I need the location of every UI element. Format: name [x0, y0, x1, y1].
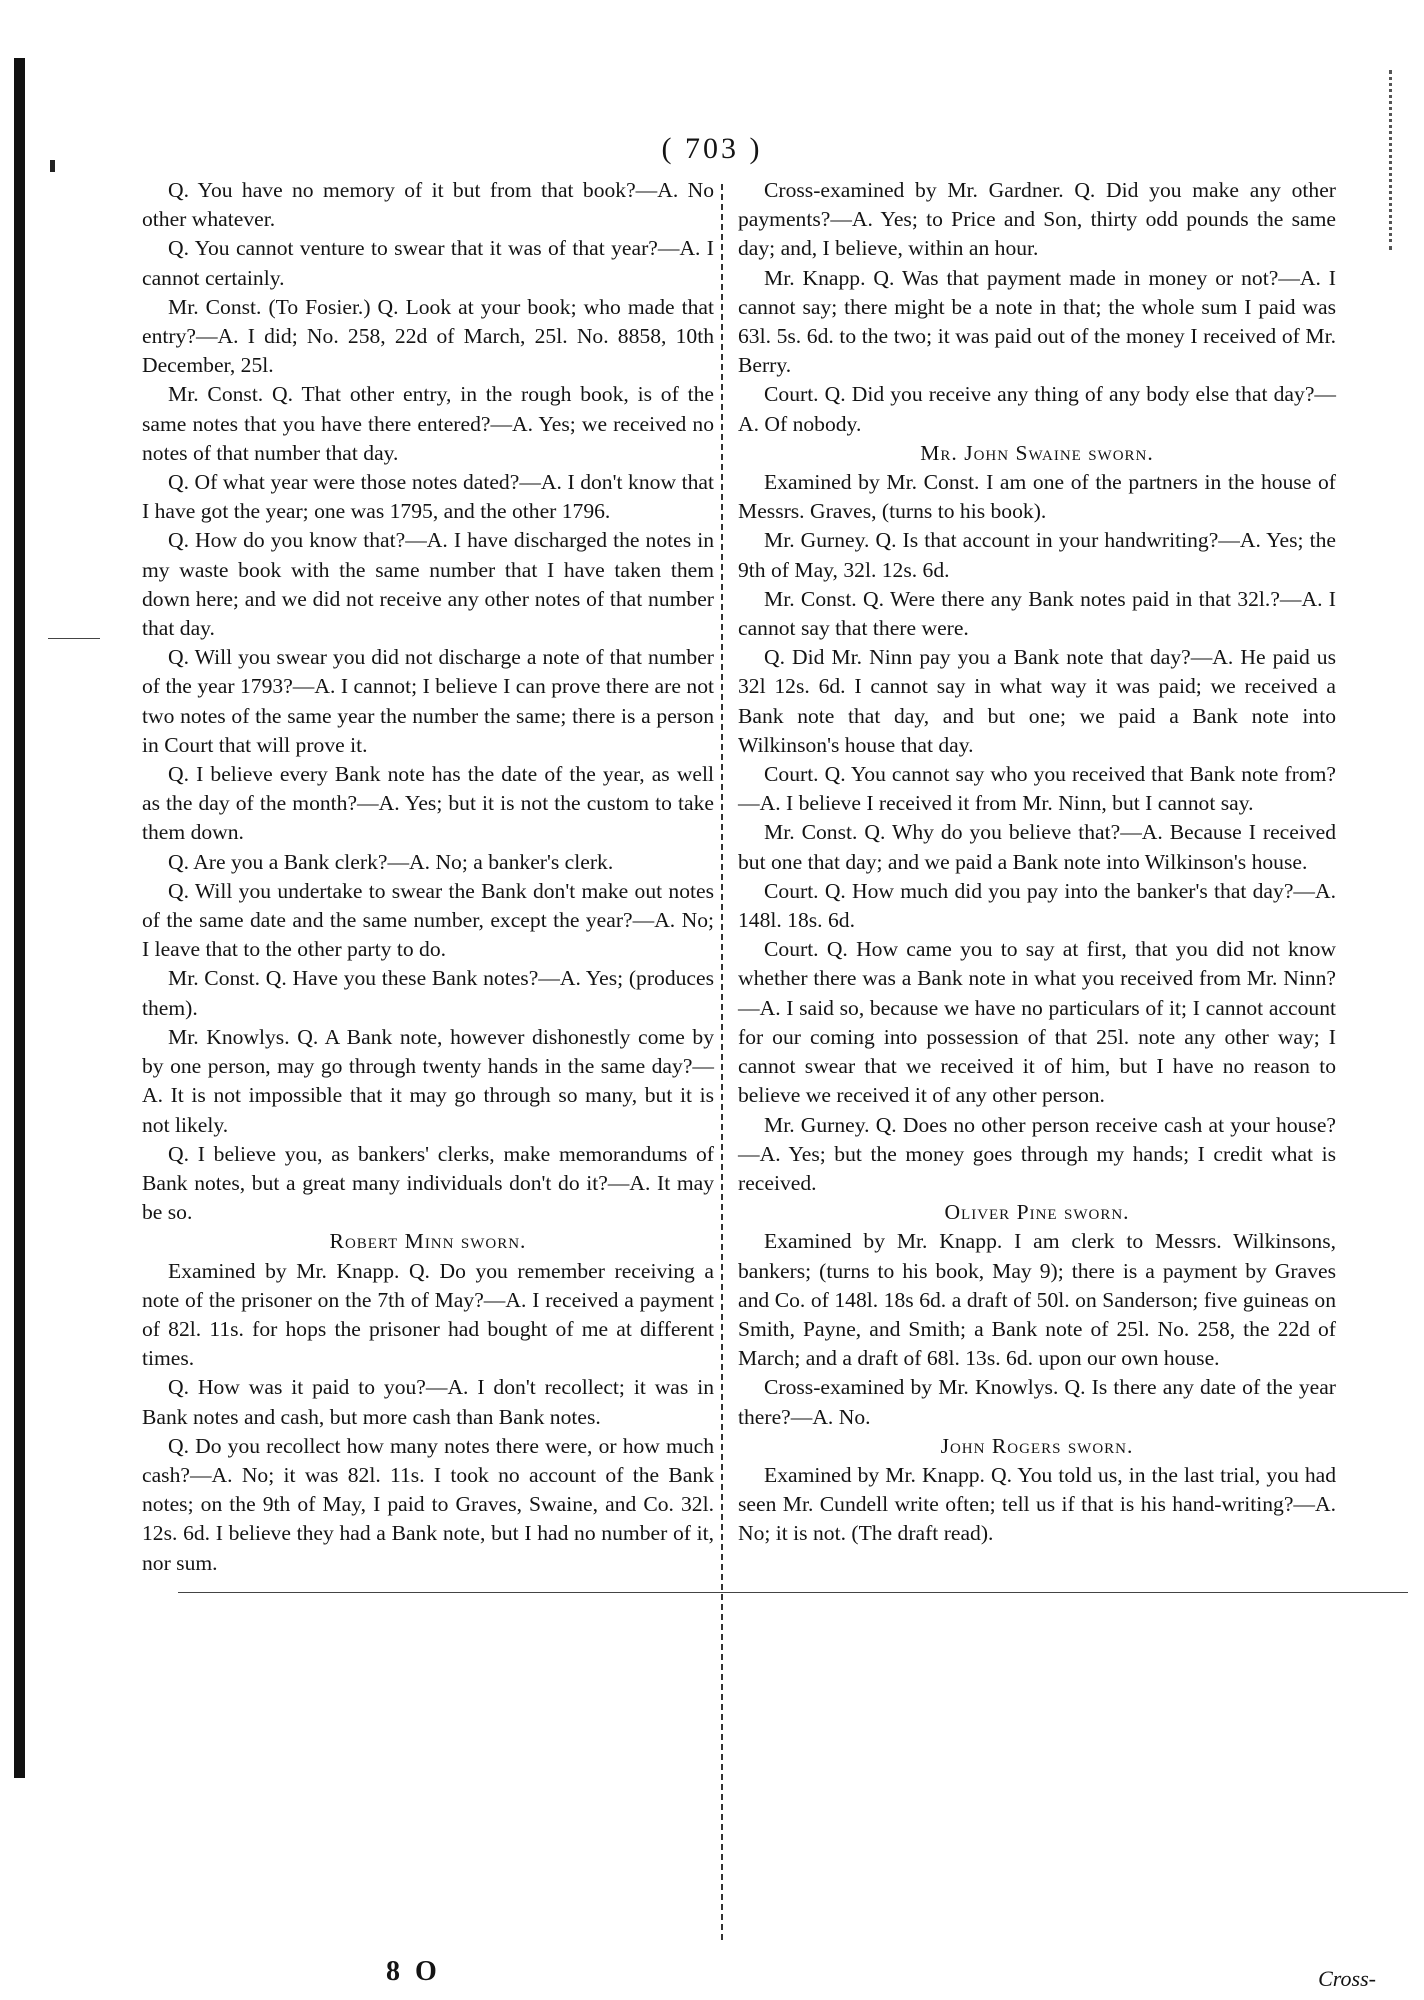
left-column [142, 176, 714, 1578]
testimony-paragraph: Mr. Const. Q. Were there any Bank notes paid in that 32l.?—A. I cannot say that there were. [738, 586, 1336, 641]
testimony-paragraph: Mr. Const. (To Fosier.) Q. Look at your book; who made that entry?—A. I did; No. 258, 22d of March, 25l. No. 8858, 10th December, 25l. [142, 294, 714, 378]
testimony-paragraph: Q. I believe you, as bankers' clerks, make memorandums of Bank notes, but a great many individuals don't do it?—A. It may be so. [142, 1141, 714, 1225]
testimony-paragraph: Q. You cannot venture to swear that it was of that year?—A. I cannot certainly. [142, 236, 714, 290]
testimony-paragraph: Examined by Mr. Const. I am one of the partners in the house of Messrs. Graves, (turns to his book). [738, 470, 1336, 524]
left-margin-rule [14, 58, 25, 1778]
testimony-paragraph: Cross-examined by Mr. Gardner. Q. Did you make any other payments?—A. Yes; to Price and Son, thirty odd pounds the same day; and, I believe, within an hour. [738, 178, 1336, 261]
witness-heading: Oliver Pine sworn. [944, 1200, 1130, 1225]
testimony-paragraph: Mr. Knapp. Q. Was that payment made in money or not?—A. I cannot say; there might be a note in that; the whole sum I paid was 63l. 5s. 6d. to the two; it was paid out of the money I received of Mr. Berry. [738, 265, 1336, 378]
testimony-paragraph: Q. Of what year were those notes dated?—A. I don't know that I have got the year; one was 1795, and the other 1796. [142, 470, 714, 524]
testimony-paragraph: Mr. Const. Q. Have you these Bank notes?—A. Yes; (produces them). [142, 966, 714, 1020]
testimony-paragraph: Q. How was it paid to you?—A. I don't recollect; it was in Bank notes and cash, but more cash than Bank notes. [142, 1375, 714, 1429]
witness-heading: Mr. John Swaine sworn. [920, 440, 1154, 465]
testimony-paragraph: Mr. Gurney. Q. Is that account in your handwriting?—A. Yes; the 9th of May, 32l. 12s. 6d. [738, 528, 1336, 582]
testimony-paragraph: Court. Q. You cannot say who you received that Bank note from?—A. I believe I received it from Mr. Ninn, but I cannot say. [738, 762, 1336, 816]
column-divider [721, 184, 723, 1940]
testimony-paragraph: Q. You have no memory of it but from that book?—A. No other whatever. [142, 178, 714, 232]
testimony-paragraph: Court. Q. Did you receive any thing of any body else that day?—A. Of nobody. [738, 382, 1336, 436]
scan-artifact-line [48, 638, 100, 639]
testimony-paragraph: Examined by Mr. Knapp. Q. Do you remember receiving a note of the prisoner on the 7th of May?—A. I received a payment of 82l. 11s. for hops the prisoner had bought of me at different times. [142, 1258, 714, 1371]
testimony-paragraph: Q. Will you swear you did not discharge a note of that number of the year 1793?—A. I cannot; I believe I can prove there are not two notes of the same year the number the same; there is a person in Court that will prove it. [142, 645, 714, 757]
scan-artifact-line [178, 1592, 1408, 1593]
testimony-paragraph: Q. Are you a Bank clerk?—A. No; a banker's clerk. [168, 849, 614, 874]
testimony-paragraph: Cross-examined by Mr. Knowlys. Q. Is there any date of the year there?—A. No. [738, 1375, 1336, 1429]
testimony-paragraph: Examined by Mr. Knapp. I am clerk to Messrs. Wilkinsons, bankers; (turns to his book, May 9); there is a payment by Graves and Co. of 148l. 18s 6d. a draft of 50l. on Sanderson; five guineas on Smith, Payne, and Smith; a Bank note of 25l. No. 258, the 22d of March; and a draft of 68l. 13s. 6d. upon our own house. [738, 1229, 1336, 1371]
catchword: Cross- [1318, 1966, 1376, 1991]
signature-mark: 8 O [386, 1956, 441, 1987]
testimony-paragraph: Q. Did Mr. Ninn pay you a Bank note that day?—A. He paid us 32l 12s. 6d. I cannot say in what way it was paid; we received a Bank note that day, and but one; we paid a Bank note into Wilkinson's house that day. [738, 645, 1336, 757]
page-number: ( 703 ) [661, 132, 763, 165]
testimony-paragraph: Q. How do you know that?—A. I have discharged the notes in my waste book with the same number that I have taken them down here; and we did not receive any other notes of that number that day. [142, 528, 714, 641]
testimony-paragraph: Q. Do you recollect how many notes there were, or how much cash?—A. No; it was 82l. 11s. I took no account of the Bank notes; on the 9th of May, I paid to Graves, Swaine, and Co. 32l. 12s. 6d. I believe they had a Bank note, but I had no number of it, nor sum. [142, 1433, 714, 1575]
right-column [738, 176, 1336, 1549]
testimony-paragraph: Mr. Const. Q. Why do you believe that?—A. Because I received but one that day; and we paid a Bank note into Wilkinson's house. [738, 820, 1336, 874]
testimony-paragraph: Q. I believe every Bank note has the date of the year, as well as the day of the month?—A. Yes; but it is not the custom to take them down. [142, 762, 714, 845]
witness-heading: Robert Minn sworn. [329, 1229, 527, 1254]
testimony-paragraph: Q. Will you undertake to swear the Bank don't make out notes of the same date and the same number, except the year?—A. No; I leave that to the other party to do. [142, 878, 714, 962]
testimony-paragraph: Examined by Mr. Knapp. Q. You told us, in the last trial, you had seen Mr. Cundell write often; tell us if that is his hand-writing?—A. No; it is not. (The draft read). [738, 1462, 1336, 1546]
witness-heading: John Rogers sworn. [940, 1433, 1134, 1458]
testimony-paragraph: Mr. Const. Q. That other entry, in the rough book, is of the same notes that you have there entered?—A. Yes; we received no notes of that number that day. [142, 382, 714, 465]
testimony-paragraph: Court. Q. How came you to say at first, that you did not know whether there was a Bank note in what you received from Mr. Ninn?—A. I said so, because we have no particulars of it; I cannot account for our coming into possession of that 25l. note any other way; I cannot swear that we received it of him, but I have no reason to believe we received it of any other person. [738, 937, 1336, 1108]
testimony-paragraph: Court. Q. How much did you pay into the banker's that day?—A. 148l. 18s. 6d. [738, 878, 1336, 933]
testimony-paragraph: Mr. Knowlys. Q. A Bank note, however dishonestly come by by one person, may go through twenty hands in the same day?—A. It is not impossible that it may go through so many, but it is not likely. [142, 1024, 714, 1137]
testimony-paragraph: Mr. Gurney. Q. Does no other person receive cash at your house?—A. Yes; but the money goes through my hands; I credit what is received. [738, 1112, 1336, 1195]
